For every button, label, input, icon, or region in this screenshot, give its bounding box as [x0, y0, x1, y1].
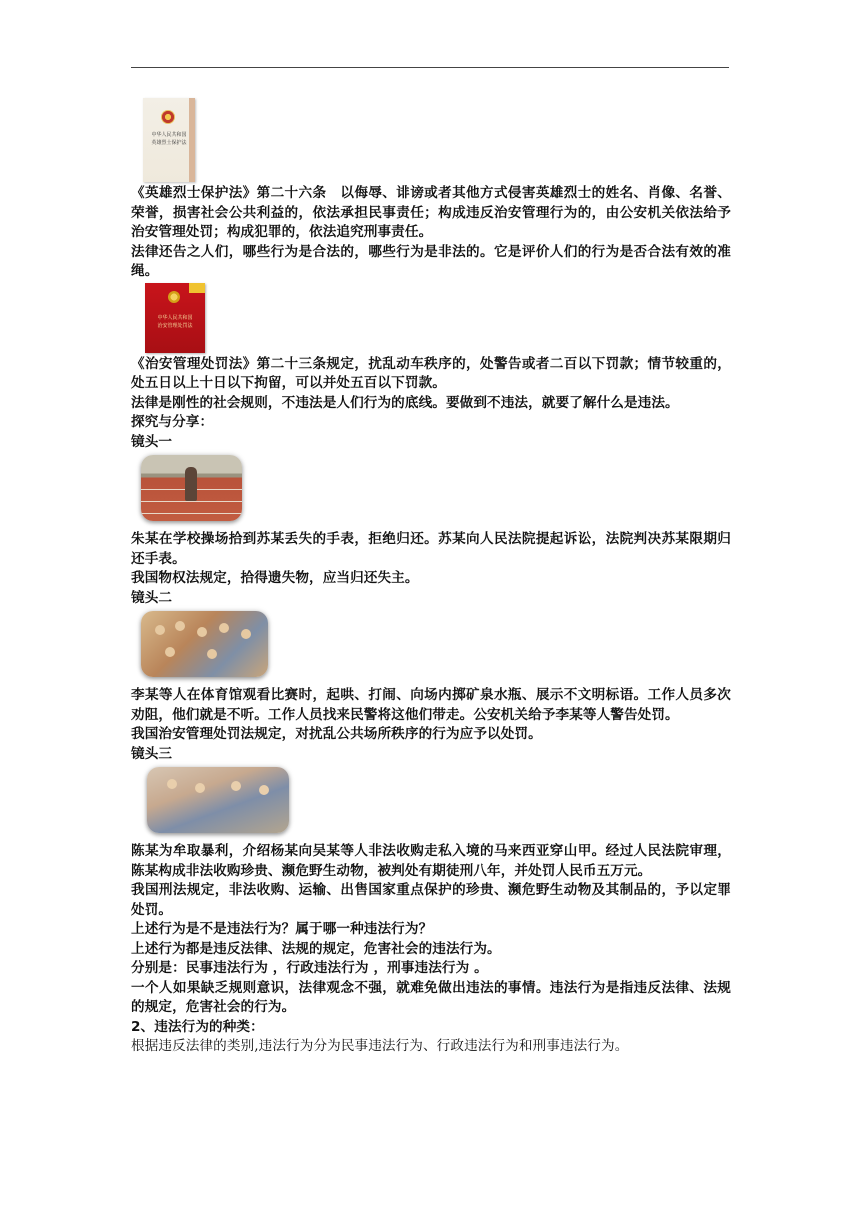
public-security-law-book-image	[145, 283, 205, 353]
crowd-face	[155, 625, 165, 635]
heading-explore-share: 探究与分享：	[131, 414, 214, 430]
person-face	[231, 781, 241, 791]
heroes-law-book-image	[143, 98, 195, 182]
header-rule	[131, 67, 729, 68]
person-figure	[185, 467, 197, 501]
question-illegal-acts: 上述行为是不是违法行为？属于哪一种违法行为？	[131, 921, 433, 937]
paragraph-scene-two: 李某等人在体育馆观看比赛时，起哄、打闹、向场内掷矿泉水瓶、展示不文明标语。工作人员多次劝阻，他们就是不听。工作人员找来民警将这他们带走。公安机关给予李某等人警告处罚。	[131, 687, 731, 723]
crowd-face	[165, 647, 175, 657]
national-emblem-icon	[161, 110, 175, 124]
paragraph-criminal-law: 我国刑法规定，非法收购、运输、出售国家重点保护的珍贵、濒危野生动物及其制品的，予以定罪处罚。	[131, 882, 731, 918]
crowd-face	[197, 627, 207, 637]
book1-title-line2: 英雄烈士保护法	[151, 140, 187, 146]
paragraph-scene-three: 陈某为牟取暴利，介绍杨某向吴某等人非法收购走私入境的马来西亚穿山甲。经过人民法院审理，陈某构成非法收购珍贵、濒危野生动物，被判处有期徒刑八年，并处罚人民币五万元。	[131, 843, 731, 879]
paragraph-heroes-law: 《英雄烈士保护法》第二十六条 以侮辱、诽谤或者其他方式侵害英雄烈士的姓名、肖像、名誉、荣誉，损害社会公共利益的，依法承担民事责任；构成违反治安管理行为的，由公安机关依法给予治安管理处罚；构成犯罪的，依法追究刑事责任。	[131, 185, 731, 240]
paragraph-property-law: 我国物权法规定，拾得遗失物，应当归还失主。	[131, 570, 419, 586]
person-face	[167, 779, 177, 789]
book2-title-line2: 治安管理处罚法	[157, 322, 193, 329]
person-face	[259, 785, 269, 795]
crowd-face	[175, 621, 185, 631]
paragraph-law-standard: 法律还告之人们，哪些行为是合法的，哪些行为是非法的。它是评价人们的行为是否合法有效的准绳。	[131, 243, 731, 279]
track-lane-line	[141, 513, 242, 514]
crowd-face	[219, 623, 229, 633]
paragraph-law-rigid: 法律是刚性的社会规则，不违法是人们行为的底线。要做到不违法，就要了解什么是违法。	[131, 394, 679, 411]
crowd-face	[207, 649, 217, 659]
paragraph-rule-awareness: 一个人如果缺乏规则意识，法律观念不强，就难免做出违法的事情。违法行为是指违反法律、法规的规定，危害社会的行为。	[131, 979, 731, 1015]
person-face	[195, 783, 205, 793]
paragraph-public-security-law: 《治安管理处罚法》第二十三条规定，扰乱动车秩序的，处警告或者二百以下罚款；情节较重的，处五日以上十日以下拘留，可以并处五百以下罚款。	[131, 355, 731, 391]
heading-scene-three: 镜头三	[131, 745, 173, 762]
heading-types-of-illegal-acts: 2、违法行为的种类：	[131, 1018, 264, 1035]
book2-title-line1: 中华人民共和国	[157, 314, 193, 321]
crowd-face	[241, 629, 251, 639]
scene-three-photo	[147, 767, 289, 833]
book-corner-badge	[189, 283, 205, 293]
paragraph-scene-one: 朱某在学校操场拾到苏某丢失的手表，拒绝归还。苏某向人民法院提起诉讼，法院判决苏某限期归还手表。	[131, 531, 731, 567]
scene-one-photo	[141, 455, 242, 521]
national-emblem-icon	[168, 291, 180, 303]
scene-two-photo	[141, 611, 268, 677]
answer-categories: 分别是：民事违法行为 ，行政违法行为 ，刑事违法行为 。	[131, 960, 488, 976]
heading-scene-two: 镜头二	[131, 589, 173, 606]
track-lane-line	[141, 501, 242, 502]
document-body	[131, 98, 731, 1057]
book1-title-line1: 中华人民共和国	[151, 132, 187, 138]
paragraph-public-order-law: 我国治安管理处罚法规定，对扰乱公共场所秩序的行为应予以处罚。	[131, 726, 542, 742]
answer-illegal-acts: 上述行为都是违反法律、法规的规定，危害社会的违法行为。	[131, 940, 501, 957]
paragraph-types-definition: 根据违反法律的类别,违法行为分为民事违法行为、行政违法行为和刑事违法行为。	[131, 1038, 629, 1054]
heading-scene-one: 镜头一	[131, 433, 173, 450]
